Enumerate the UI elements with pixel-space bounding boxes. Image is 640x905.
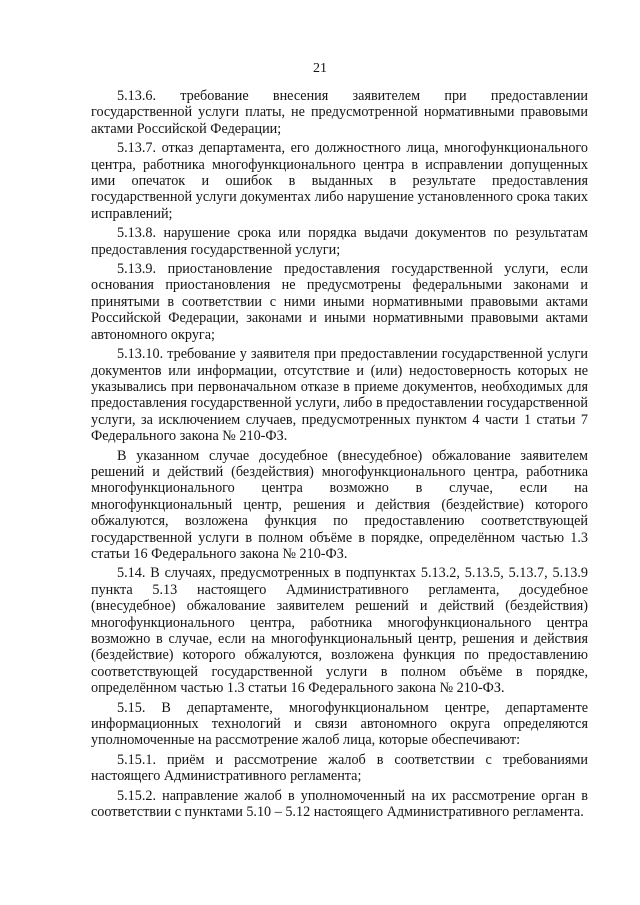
paragraph-5-15-2: 5.15.2. направление жалоб в уполномоченный на их рассмотрение орган в соответствии с пунктами 5.10 – 5.12 настоящего Административного регламента.	[91, 787, 588, 821]
paragraph-5-13-10: 5.13.10. требование у заявителя при предоставлении государственной услуги документов или информации, отсутствие и (или) недостоверность которых не указывались при первоначальном отказе в приеме документов, необходимых для предоставления государственной услуги, либо в предоставлении государственной услуги, за исключением случаев, предусмотренных пунктом 4 части 1 статьи 7 Федерального закона № 210-ФЗ.	[91, 346, 588, 445]
document-body	[91, 88, 588, 823]
paragraph-mfc-appeal: В указанном случае досудебное (внесудебное) обжалование заявителем решений и действий (бездействия) многофункционального центра, работника многофункционального центра возможно в случае, если на многофункциональный центр, решения и действия (бездействие) которого обжалуются, возложена функция по предоставлению соответствующей государственной услуги в полном объёме в порядке, определённом частью 1.3 статьи 16 Федерального закона № 210-ФЗ.	[91, 447, 588, 562]
paragraph-5-14: 5.14. В случаях, предусмотренных в подпунктах 5.13.2, 5.13.5, 5.13.7, 5.13.9 пункта 5.13 настоящего Административного регламента, досудебное (внесудебное) обжалование заявителем решений и действий (бездействия) многофункционального центра, работника многофункционального центра возможно в случае, если на многофункциональный центр, решения и действия (бездействие) которого обжалуются, возложена функция по предоставлению соответствующей государственной услуги в полном объёме в порядке, определённом частью 1.3 статьи 16 Федерального закона № 210-ФЗ.	[91, 565, 588, 697]
page-number: 21	[313, 61, 327, 76]
paragraph-5-13-6: 5.13.6. требование внесения заявителем при предоставлении государственной услуги платы, не предусмотренной нормативными правовыми актами Российской Федерации;	[91, 88, 588, 137]
paragraph-5-15: 5.15. В департаменте, многофункциональном центре, департаменте информационных технологий и связи автономного округа определяются уполномоченные на рассмотрение жалоб лица, которые обеспечивают:	[91, 699, 588, 749]
paragraph-5-13-7: 5.13.7. отказ департамента, его должностного лица, многофункционального центра, работника многофункционального центра в исправлении допущенных ими опечаток и ошибок в выданных в результате предоставления государственной услуги документах либо нарушение установленного срока таких исправлений;	[91, 140, 588, 222]
paragraph-5-15-1: 5.15.1. приём и рассмотрение жалоб в соответствии с требованиями настоящего Административного регламента;	[91, 751, 588, 785]
paragraph-5-13-8: 5.13.8. нарушение срока или порядка выдачи документов по результатам предоставления государственной услуги;	[91, 225, 588, 258]
paragraph-5-13-9: 5.13.9. приостановление предоставления государственной услуги, если основания приостановления не предусмотрены федеральными законами и принятыми в соответствии с ними иными нормативными правовыми актами Российской Федерации, законами и иными нормативными правовыми актами автономного округа;	[91, 261, 588, 343]
